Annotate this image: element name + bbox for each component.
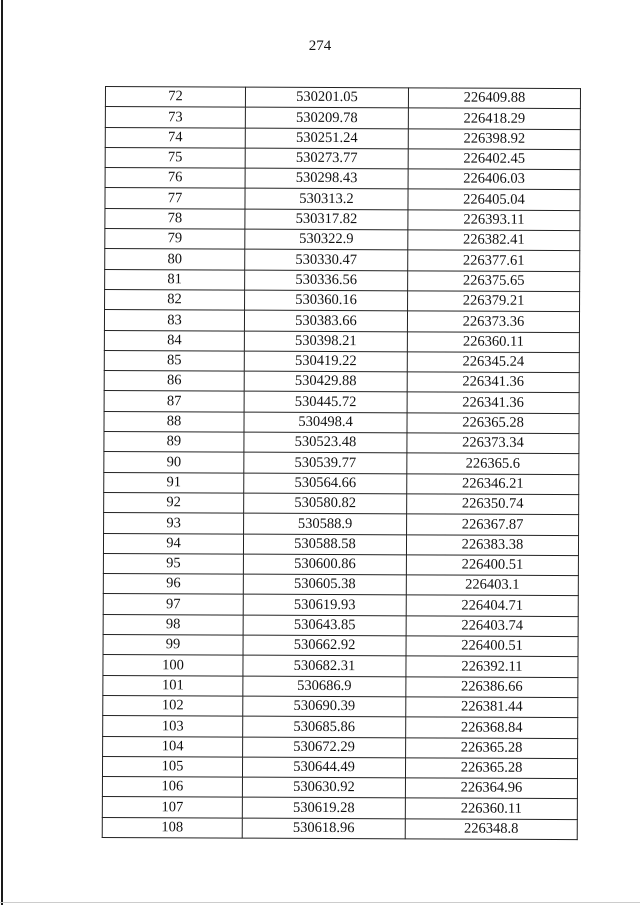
point-number-cell: 93 [104, 513, 244, 534]
y-coordinate-cell: 226404.71 [406, 595, 578, 616]
table-row [104, 452, 579, 474]
point-number-cell: 83 [104, 310, 244, 331]
x-coordinate-cell: 530690.39 [243, 696, 406, 717]
x-coordinate-cell: 530429.88 [244, 371, 407, 392]
x-coordinate-cell: 530330.47 [245, 249, 408, 270]
table-row [105, 188, 580, 210]
y-coordinate-cell: 226377.61 [408, 250, 580, 271]
table-row [104, 350, 579, 372]
table-row [104, 411, 579, 433]
scan-left-edge [1, 0, 3, 905]
y-coordinate-cell: 226418.29 [408, 108, 580, 129]
point-number-cell: 95 [103, 553, 243, 574]
point-number-cell: 96 [103, 574, 243, 595]
table-row [103, 695, 578, 717]
y-coordinate-cell: 226365.6 [407, 453, 579, 474]
table-row [103, 574, 578, 596]
x-coordinate-cell: 530644.49 [242, 757, 405, 778]
x-coordinate-cell: 530360.16 [245, 290, 408, 311]
point-number-cell: 100 [103, 655, 243, 676]
point-number-cell: 92 [104, 492, 244, 513]
y-coordinate-cell: 226393.11 [408, 210, 580, 231]
x-coordinate-cell: 530445.72 [244, 392, 407, 413]
y-coordinate-cell: 226365.28 [406, 737, 578, 758]
table-row [105, 269, 580, 291]
y-coordinate-cell: 226405.04 [408, 189, 580, 210]
table-row [104, 391, 579, 413]
x-coordinate-cell: 530523.48 [244, 432, 407, 453]
point-number-cell: 89 [104, 432, 244, 453]
table-row [105, 249, 580, 271]
x-coordinate-cell: 530685.86 [243, 716, 406, 737]
coordinate-table-body [102, 87, 580, 840]
table-row [103, 675, 578, 697]
table-row [105, 289, 580, 311]
y-coordinate-cell: 226400.51 [406, 636, 578, 657]
point-number-cell: 76 [105, 168, 245, 189]
table-row [104, 513, 579, 535]
table-row [102, 777, 577, 799]
x-coordinate-cell: 530564.66 [244, 473, 407, 494]
y-coordinate-cell: 226403.1 [406, 575, 578, 596]
y-coordinate-cell: 226346.21 [407, 473, 579, 494]
point-number-cell: 99 [103, 635, 243, 656]
table-row [105, 208, 580, 230]
y-coordinate-cell: 226360.11 [407, 331, 579, 352]
y-coordinate-cell: 226398.92 [408, 128, 580, 149]
x-coordinate-cell: 530498.4 [244, 412, 407, 433]
x-coordinate-cell: 530588.9 [244, 513, 407, 534]
table-row [104, 492, 579, 514]
point-number-cell: 72 [105, 87, 245, 108]
x-coordinate-cell: 530686.9 [243, 676, 406, 697]
x-coordinate-cell: 530662.92 [243, 635, 406, 656]
x-coordinate-cell: 530317.82 [245, 209, 408, 230]
y-coordinate-cell: 226409.88 [408, 88, 580, 109]
point-number-cell: 108 [102, 817, 242, 838]
y-coordinate-cell: 226382.41 [408, 230, 580, 251]
point-number-cell: 91 [104, 472, 244, 493]
x-coordinate-cell: 530619.93 [243, 595, 406, 616]
x-coordinate-cell: 530619.28 [242, 797, 405, 818]
point-number-cell: 98 [103, 614, 243, 635]
table-row [103, 736, 578, 758]
point-number-cell: 86 [104, 371, 244, 392]
x-coordinate-cell: 530201.05 [245, 87, 408, 108]
point-number-cell: 106 [102, 777, 242, 798]
point-number-cell: 73 [105, 107, 245, 128]
point-number-cell: 107 [102, 797, 242, 818]
point-number-cell: 85 [104, 350, 244, 371]
x-coordinate-cell: 530672.29 [243, 737, 406, 758]
page-number: 274 [308, 38, 332, 54]
table-row [105, 147, 580, 169]
coordinate-table [102, 86, 581, 840]
y-coordinate-cell: 226402.45 [408, 149, 580, 170]
y-coordinate-cell: 226348.8 [405, 819, 577, 840]
x-coordinate-cell: 530600.86 [243, 554, 406, 575]
table-row [102, 797, 577, 819]
table-row [103, 635, 578, 657]
y-coordinate-cell: 226403.74 [406, 616, 578, 637]
point-number-cell: 105 [102, 756, 242, 777]
table-row [103, 614, 578, 636]
x-coordinate-cell: 530313.2 [245, 189, 408, 210]
table-row [103, 655, 578, 677]
x-coordinate-cell: 530588.58 [243, 534, 406, 555]
y-coordinate-cell: 226373.34 [407, 433, 579, 454]
table-row [104, 371, 579, 393]
y-coordinate-cell: 226386.66 [406, 676, 578, 697]
y-coordinate-cell: 226381.44 [406, 697, 578, 718]
point-number-cell: 78 [105, 208, 245, 229]
y-coordinate-cell: 226341.36 [407, 372, 579, 393]
x-coordinate-cell: 530605.38 [243, 574, 406, 595]
point-number-cell: 101 [103, 675, 243, 696]
y-coordinate-cell: 226364.96 [405, 778, 577, 799]
x-coordinate-cell: 530398.21 [244, 331, 407, 352]
y-coordinate-cell: 226373.36 [407, 311, 579, 332]
x-coordinate-cell: 530251.24 [245, 128, 408, 149]
table-row [105, 229, 580, 251]
table-row [103, 553, 578, 575]
x-coordinate-cell: 530322.9 [245, 229, 408, 250]
point-number-cell: 81 [105, 269, 245, 290]
point-number-cell: 82 [105, 289, 245, 310]
table-row [105, 87, 580, 109]
scan-bottom-edge [0, 902, 640, 903]
point-number-cell: 80 [105, 249, 245, 270]
point-number-cell: 102 [103, 695, 243, 716]
point-number-cell: 103 [103, 716, 243, 737]
x-coordinate-cell: 530336.56 [245, 270, 408, 291]
x-coordinate-cell: 530298.43 [245, 168, 408, 189]
y-coordinate-cell: 226379.21 [408, 291, 580, 312]
x-coordinate-cell: 530209.78 [245, 107, 408, 128]
point-number-cell: 75 [105, 147, 245, 168]
y-coordinate-cell: 226365.28 [407, 413, 579, 434]
table-row [104, 330, 579, 352]
x-coordinate-cell: 530682.31 [243, 655, 406, 676]
y-coordinate-cell: 226341.36 [407, 392, 579, 413]
y-coordinate-cell: 226383.38 [406, 534, 578, 555]
point-number-cell: 104 [103, 736, 243, 757]
y-coordinate-cell: 226406.03 [408, 169, 580, 190]
x-coordinate-cell: 530273.77 [245, 148, 408, 169]
point-number-cell: 88 [104, 411, 244, 432]
y-coordinate-cell: 226365.28 [405, 758, 577, 779]
table-row [103, 716, 578, 738]
point-number-cell: 87 [104, 391, 244, 412]
point-number-cell: 84 [104, 330, 244, 351]
x-coordinate-cell: 530539.77 [244, 452, 407, 473]
table-row [102, 817, 577, 839]
y-coordinate-cell: 226375.65 [408, 270, 580, 291]
table-row [103, 594, 578, 616]
table-row [104, 310, 579, 332]
x-coordinate-cell: 530630.92 [242, 777, 405, 798]
point-number-cell: 90 [104, 452, 244, 473]
x-coordinate-cell: 530383.66 [244, 310, 407, 331]
point-number-cell: 97 [103, 594, 243, 615]
table-row [105, 127, 580, 149]
y-coordinate-cell: 226400.51 [406, 555, 578, 576]
point-number-cell: 94 [103, 533, 243, 554]
x-coordinate-cell: 530580.82 [244, 493, 407, 514]
point-number-cell: 74 [105, 127, 245, 148]
y-coordinate-cell: 226392.11 [406, 656, 578, 677]
table-row [104, 432, 579, 454]
y-coordinate-cell: 226368.84 [406, 717, 578, 738]
table-row [104, 472, 579, 494]
table-row [105, 168, 580, 190]
y-coordinate-cell: 226350.74 [407, 494, 579, 515]
table-row [105, 107, 580, 129]
table-row [103, 533, 578, 555]
y-coordinate-cell: 226345.24 [407, 352, 579, 373]
y-coordinate-cell: 226360.11 [405, 798, 577, 819]
table-row [102, 756, 577, 778]
point-number-cell: 79 [105, 229, 245, 250]
x-coordinate-cell: 530419.22 [244, 351, 407, 372]
x-coordinate-cell: 530643.85 [243, 615, 406, 636]
y-coordinate-cell: 226367.87 [407, 514, 579, 535]
x-coordinate-cell: 530618.96 [242, 818, 405, 839]
point-number-cell: 77 [105, 188, 245, 209]
